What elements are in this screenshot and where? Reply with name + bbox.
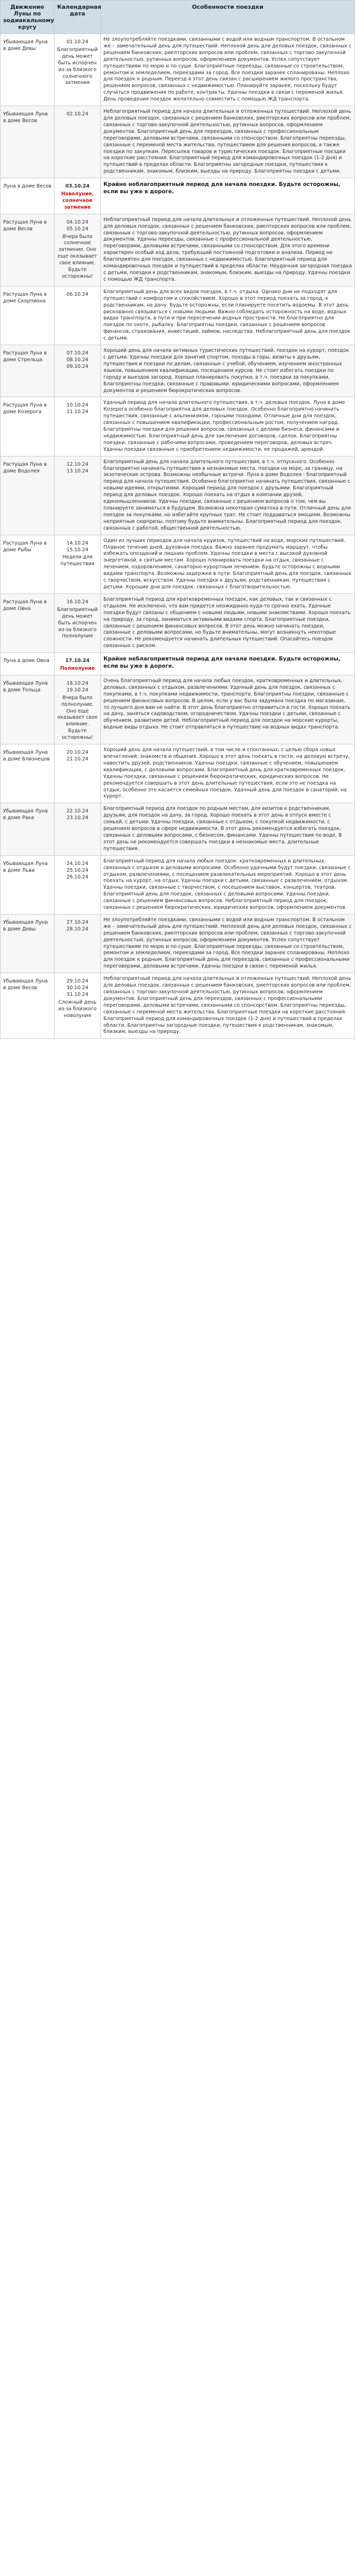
table-row <box>1 855 355 914</box>
table-header-row <box>1 1 355 34</box>
date-value: 01.10.24 <box>66 39 88 45</box>
date-cell <box>55 535 101 594</box>
trip-features-cell: Крайне неблагоприятный период для начала поездки. Будьте осторожны, если вы уже в дороге. <box>101 178 355 214</box>
moon-position-cell: Растущая Луна в доме Скорпиона <box>1 286 55 345</box>
date-value: 03.10.24 <box>65 183 90 190</box>
moon-position-cell: Убывающая Луна в доме Тельца <box>1 675 55 744</box>
trip-features-cell: Неблагоприятный период для начала длительных и отложенных путешествий. Неплохой день для деловых поездок, связанных с решением банковских, риелторских вопросов или проблем, связанных с торгово-закупочной деятельностью, рутинных вопросов, оформлением документов. Благоприятный день для переездов, связанных с профессиональным переговорами, деловыми встречами, связанными со спонсорством. Благоприятны переезды, связанные с переменой места жительства, путешествием для решения вопросов, а также поездки по закупкам. Пересылка товаров и туристических поездок. Благоприятные поездки на короткие расстояния. Благоприятный период для командировочных поездок (1-2 дня) и путешествий в пределах области. Благоприятны загородные поездки, путешествия к родственникам, знакомым, близким, выезды на природу. Благоприятны поездки с детьми. <box>101 106 355 178</box>
trip-features-cell: Благоприятный период для начала любых поездок: кратковременных и длительных, связанных с отдыхом и деловыми вопросами. Особенно удачными будут поездки, связанные с отдыхом, развлечениями, с посещением развлекательных мероприятий. Хорошо в этот день поехать на курорт, на отдых. Удачны поездки с детьми, связанные с развлечением, отдыхом. Удачны поездки, связанные с творчеством, с посещением выставок, концертов, театров. Благоприятный день для поездок, связанных с деловыми вопросами. Удачны поездки, связанные с решением финансовых вопросов. Неблагоприятный период для поездок, связанных с решением бюрократических, юридических вопросов, оформлением документов. <box>101 855 355 914</box>
table-row <box>1 973 355 1039</box>
travel-calendar-table <box>0 0 355 1039</box>
date-value: 22.10.24 23.10.24 <box>66 808 88 821</box>
table-row <box>1 675 355 744</box>
table-row <box>1 914 355 973</box>
table-row <box>1 803 355 855</box>
date-cell <box>55 744 101 803</box>
date-value: 16.10.24 <box>66 599 88 605</box>
date-cell <box>55 106 101 178</box>
trip-features-cell: Очень благоприятный период для начала любых поездок, кратковременных и длительных, деловых, связанных с отдыхом, развлечениями. Удачный день для поездок, связанных с покупками, в т.ч. покупками недвижимости, транспорта. Благоприятны поездки, связанные с решением финансовых вопросов. В целом, если у вас была задумана поездка по магазинам, то лучшего дня вам не найти. В этот день благоприятно отправиться в гости. Хорошо поехать на дачу, заняться садоводством, огородничеством. Удачны поездки с детьми, связанные с обучением, развитием детей. Неблагоприятный период для поездок на морские курорты, водные виды отдыха. Не стоит отправляться в путешествие на водных видах транспорта. <box>101 675 355 744</box>
date-note: Полнолуние <box>60 666 95 672</box>
moon-position-cell: Убывающая Луна в доме Льва <box>1 855 55 914</box>
date-cell <box>55 973 101 1039</box>
trip-features-cell: Хороший день для начала активных туристических путешествий, поездок на курорт, поездок с детьми. Удачны поездки для занятий спортом, походы в горы, визиты к друзьям, путешествия и поездки по делам, связанные с учебой, обучением, изучением иностранных языков, повышением квалификации, посещением курсов. Не стоит избегать поездки по городу и выездов загород. Хорошо планировать покупки, в т.ч. поездки за покупками. Благоприятны поездки, связанные с правовыми, юридическими вопросами, оформлением документов и решением бюрократических вопросов. <box>101 345 355 397</box>
date-value: 10.10.24 11.10.24 <box>66 402 88 415</box>
trip-features-cell: Неблагоприятный период для начала длительных и отложенных путешествий. Неплохой день для деловых поездок, связанных с решением банковских, риелторских вопросов или проблем, связанных с торгово-закупочной деятельностью, рутинных вопросов, оформлением документов. Благоприятный день для переездов, связанных с профессиональными переговорами, деловыми встречами, связанными со спонсорством. Благоприятны переезды, связанные с переменой места жительства. Благоприятные поездки на короткие расстояния. Благоприятный период для командировочных поездок (1-2 дня) и путешествий в пределах области. Благоприятны загородные поездки, путешествия к родственникам, знакомым, близким, выезды на природу. <box>101 973 355 1039</box>
table-row <box>1 535 355 594</box>
date-value: 12.10.24 13.10.24 <box>66 461 88 474</box>
moon-position-cell: Растущая Луна в доме Рыбы <box>1 535 55 594</box>
date-value: 06.10.24 <box>66 291 88 297</box>
trip-features-cell: Благоприятный день для начала длительного путешествия, в т.ч. отпускного. Особенно благоприятно начинать путешествия в незнакомые места, поездки на море, за границу, на экзотические острова. Возможны необычные встречи. Луна в доме Водолея - благоприятный период для начала путешествия. Особенно благоприятно начинать путешествия, связанные с новыми идеями, открытиями. Хороший период для поездок с друзьями. Благоприятный период для деловых поездок. Хорошо поехать на отдых в компании друзей, единомышленников. Удачны поездки, связанные с решением вопросов о том, чем вы планируете заниматься в будущем. Возможна некоторая суматоха в пути. Отличный день для поездок за покупками, но избегайте крупных трат. Не стоит поддаваться эмоциям. Возможны неприятные сюрпризы, поэтому будьте внимательны. Благоприятный период для поездок, связанных с работой, общественной деятельностью. <box>101 456 355 535</box>
trip-features-cell: Один из лучших периодов для начала круизов, путешествий на воде, морских путешествий. Плавное течение дней, духовная поездка. Важно заранее продумать маршрут, чтобы избежать опозданий и лишних проблем. Удачны поездки в места с высокой духовной энергетикой, к святым местам. Хорошо планировать поездки на отдых, связанные с лечением, оздоровлением, санаторно-курортным лечением. Будьте осторожны с водными видами транспорта. Возможны задержки в пути. Благоприятный день для поездок, связанных с творчеством, искусством. Удачны поездки к друзьям, родственникам, путешествия с детьми. Хорошие дни для поездок, связанных с благотворительностью. <box>101 535 355 594</box>
date-cell <box>55 855 101 914</box>
table-row <box>1 594 355 652</box>
date-cell <box>55 594 101 652</box>
table-row <box>1 653 355 675</box>
date-note: Благоприятный день может быть испорчен из-за близкого полнолуния <box>57 606 98 639</box>
date-value: 17.10.24 <box>65 658 90 664</box>
trip-features-cell: Благоприятный день для всех видов поездок, в т.ч. отдыха. Однако дни не подходят для путешествий с комфортом и спокойствием. Хорошо в этот период поехать за город, к родственникам, на дачу. Будьте осторожны, если планируете посетить водоемы. В этот день рискованно связываться с новыми людьми. Важно соблюдать осторожность на воде, водных видах транспорта, в пути и при пересечении водных пространств. Не благоприятно для поездок по охоте, рыбалку. Благоприятны поездки, связанные с решением вопросов финансов, страхования, инвестиций, займов, наследства. Неблагоприятный день для поездок с детьми. <box>101 286 355 345</box>
table-row <box>1 345 355 397</box>
trip-features-cell: Неблагоприятный период для начала длительных и отложенных путешествий. Неплохой день для деловых поездок, связанных с решением банковских, риелторских вопросов или проблем, связанных с торгово-закупочной деятельностью, рутинных вопросов, оформлением документов. Удачны переезды, связанные с профессиональной деятельностью, переговорами, деловыми встречами, связанными со спонсорством. Для этого времени характерен особый ход дела, требующий постоянной подготовки и анализа. Период не благоприятен для поездок, связанных с недвижимостью. Благоприятный период для командировочных поездок и путешествий в пределах области. Неудачная загородная поездка с детьми, поездки к родственникам, знакомым, близким, выезды на природу. Удачны поездки с помощью ЖД транспорта. <box>101 214 355 286</box>
moon-position-cell: Растущая Луна в доме Водолея <box>1 456 55 535</box>
trip-features-cell: Благоприятный период для поездок по родным местам, для визитов к родственникам, друзьям, для поездок на дачу, за город. Хорошо поехать в этот день в отпуск вместе с семьей, с детьми. Удачны поездки, связанные с отдыхом, с покупкой недвижимости, с решением вопросов в сфере недвижимости. В этот день рекомендуется избегать поездок, связанных с деловыми вопросами, с бизнесом, финансами. Удачны путешествия по воде. В этот день не рекомендуется совершать поездки в незнакомые места, длительные путешествия. <box>101 803 355 855</box>
date-value: 29.10.24 30.10.24 31.10.24 <box>66 978 88 997</box>
date-value: 27.10.24 28.10.24 <box>66 919 88 932</box>
date-note: Вчера было солнечное затмение. Оно еще оказывает свое влияние. Будьте осторожны! <box>58 233 97 279</box>
header-trip-features: Особенности поездки <box>101 1 355 34</box>
table-row <box>1 214 355 286</box>
table-row <box>1 397 355 456</box>
trip-features-cell: Удачный период для начала длительного путешествия, в т.ч. деловых поездок. Луна в доме Козерога особенно благоприятна для деловых поездок. Особенно благоприятно начинать путешествия, связанные с альпинизмом, горными походами. Отличные дни для поездок, связанных с повышением квалификации, профессиональным ростом, получением наград. Благоприятны поездки для решения вопросов, связанных с делами бизнеса, финансами и недвижимостью. Благоприятный день для заключения договоров, сделок. Благоприятны поездки, связанные с рабочими вопросами, проведением переговоров, деловых встреч. Удачны поездки связанные с приобретением недвижимости, ее продажей, арендой. <box>101 397 355 456</box>
date-note: Неделя для путешествия <box>60 554 95 567</box>
trip-features-cell: Не злоупотребляйте поездками, связанными с водой или водным транспортом. В остальном же – замечательный день для путешествий. Неплохой день для деловых поездок, связанных с решением банковских, риелторских вопросов или проблем, связанных с торгово-закупочной деятельностью, рутинных вопросов, оформлением документов. Успех сопутствует путешествиям по морю и по суше. Благоприятные переезды, связанные со строительством, ремонтом и земледелием, переездами за город. Все поездки заранее спланированы. Неплохо для поездок к родным. Благоприятный день для переездов, связанных с профессиональными переговорами, деловыми встречами. Удачны поездки в связи с переменой жилья. <box>101 914 355 973</box>
date-value: 24.10.24 25.10.24 26.10.24 <box>66 860 88 880</box>
table-row <box>1 106 355 178</box>
moon-position-cell: Растущая Луна в доме Овна <box>1 594 55 652</box>
table-row <box>1 178 355 214</box>
date-value: 20.10.24 21.10.24 <box>66 750 88 762</box>
date-value: 04.10.24 05.10.24 <box>66 219 88 232</box>
header-moon-movement: Движение Луны по зодиакальному кругу <box>1 1 55 34</box>
moon-position-cell: Убывающая Луна в доме Девы <box>1 34 55 106</box>
moon-position-cell: Убывающая Луна в доме Весов <box>1 106 55 178</box>
trip-features-cell: Благоприятный период для кратковременных поездок, как деловых, так и связанных с отдыхом. Не исключено, что вам придется неожиданно куда-то срочно ехать. Удачные поездки будут связаны с общением с новыми людьми, новыми знакомствами. Хорошо поехать на природу, за город, заниматься активными видами спорта. Благоприятные поездки, связанные с решением финансовых вопросов. В этот день можно начинать поездки, связанные с деловыми вопросами, но будьте внимательны, могут возникнуть некоторые сложности. Не рекомендуется начинать длительных путешествий. Опасайтесь поездок связанных с риском. <box>101 594 355 652</box>
moon-position-cell: Луна в доме Овна <box>1 653 55 675</box>
moon-position-cell: Убывающая Луна в доме Весов <box>1 973 55 1039</box>
date-cell <box>55 286 101 345</box>
table-row <box>1 456 355 535</box>
trip-features-cell: Не злоупотребляйте поездками, связанными с водой или водным транспортом. В остальном же – замечательный день для путешествий. Неплохой день для деловых поездок, связанных с решением банковских, риелторских вопросов или проблем, связанных с торгово-закупочной деятельностью, рутинных вопросов, оформлением документов. Успех сопутствует путешествиям по морю и по суше. Благоприятные переезды, связанные со строительством, ремонтом и земледелием, переездами за город. Все поездки заранее спланированы. Неплохо для поездок к родным. Переезд в этот день связан с расширением жилого пространства, решением вопросов, связанных с недвижимостью. Планируйте заранее, поскольку будут случаться продвижения по работе, контракты. Удачны поездки в связи с переменой жилья. День проведения поездок желательно совместить с помощью ЖД транспорта. <box>101 34 355 106</box>
date-cell <box>55 675 101 744</box>
moon-position-cell: Растущая Луна в доме Козерога <box>1 397 55 456</box>
table-row <box>1 744 355 803</box>
table-row <box>1 34 355 106</box>
date-cell <box>55 214 101 286</box>
date-cell <box>55 397 101 456</box>
date-cell <box>55 345 101 397</box>
moon-position-cell: Луна в доме Весов <box>1 178 55 214</box>
date-cell <box>55 914 101 973</box>
date-cell <box>55 653 101 675</box>
date-cell <box>55 34 101 106</box>
date-value: 14.10.24 15.10.24 <box>66 540 88 553</box>
date-cell <box>55 456 101 535</box>
date-value: 18.10.24 19.10.24 <box>66 680 88 693</box>
date-value: 07.10.24 08.10.24 09.10.24 <box>66 350 88 369</box>
table-row <box>1 286 355 345</box>
moon-position-cell: Убывающая Луна в доме Близнецов <box>1 744 55 803</box>
date-note: Вчера было полнолуние. Оно еще оказывает свое влияние. Будьте осторожны! <box>57 694 98 741</box>
trip-features-cell: Хороший день для начала путешествий, в том числе и спонтанных, с целью сбора новых впечатлений, знакомств и общения. Хорошо в этот день поехать в гости, на деловую встречу, навестить друзей, родственников. Удачны поездки, связанные с обучением, повышением квалификации, с деловыми вопросами. Благоприятный день для кратковременных поездок. Удачны поездки, связанные с решением бюрократических, юридических вопросов. Не рекомендуется совершать в этот день длительные путешествия, если это не поездка на отдых, особенно это касается семейных поездок. Удачный день для поездок в санаторий, на курорт. <box>101 744 355 803</box>
date-value: 02.10.24 <box>66 111 88 117</box>
date-cell <box>55 178 101 214</box>
moon-position-cell: Убывающая Луна в доме Девы <box>1 914 55 973</box>
moon-position-cell: Растущая Луна в доме Стрельца <box>1 345 55 397</box>
date-cell <box>55 803 101 855</box>
moon-position-cell: Убывающая Луна в доме Рака <box>1 803 55 855</box>
trip-features-cell: Крайне неблагоприятный период для начала поездки. Будьте осторожны, если вы уже в дороге. <box>101 653 355 675</box>
date-note: Новолуние, солнечное затмение <box>61 191 94 210</box>
date-note: Сложный день из-за близкого новолуния <box>58 999 97 1019</box>
date-note: Благоприятный день может быть испорчен из-за близкого солнечного затмения <box>57 46 98 86</box>
header-calendar-date: Календарная дата <box>55 1 101 34</box>
moon-position-cell: Растущая Луна в доме Весов <box>1 214 55 286</box>
